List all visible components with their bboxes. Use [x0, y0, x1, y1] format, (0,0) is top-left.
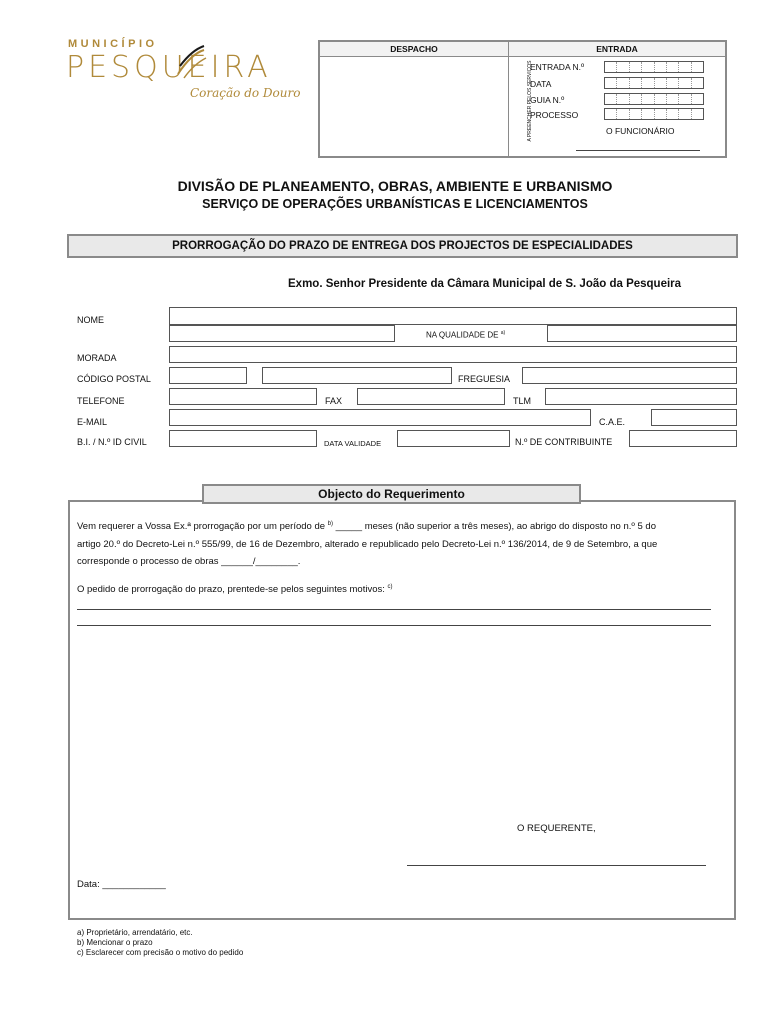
morada-label: MORADA: [77, 353, 117, 363]
qualidade-footnote: a): [500, 330, 506, 336]
bi-field[interactable]: [169, 430, 317, 447]
entrada-number-field[interactable]: [604, 61, 704, 73]
email-label: E-MAIL: [77, 417, 108, 427]
contribuinte-label: N.º DE CONTRIBUINTE: [515, 437, 613, 447]
qualidade-text: NA QUALIDADE DE: [426, 330, 499, 340]
footnote-c: c) Esclarecer com precisão o motivo do pedido: [77, 948, 244, 957]
despacho-header: DESPACHO: [320, 42, 509, 57]
addressee: Exmo. Senhor Presidente da Câmara Municipal de S. João da Pesqueira: [288, 278, 682, 290]
nome-second-field[interactable]: [169, 325, 395, 342]
motivos-line-1[interactable]: [77, 609, 711, 610]
guia-field[interactable]: [604, 93, 704, 105]
tlm-field[interactable]: [545, 388, 737, 405]
objecto-line-1: [77, 521, 656, 532]
freguesia-label: FREGUESIA: [458, 374, 511, 384]
codigo-postal-field-2[interactable]: [262, 367, 452, 384]
motivos-line-2[interactable]: [77, 625, 711, 626]
processo-label: PROCESSO: [530, 110, 579, 120]
funcionario-label: O FUNCIONÁRIO: [606, 126, 675, 136]
logo-tagline: Coração do Douro: [190, 86, 301, 100]
objecto-line-2: artigo 20.º do Decreto-Lei n.º 555/99, de 16 de Dezembro, alterado e republicado pelo Decreto-Lei n.º 136/2014, de 9 de Setembro, a que: [77, 539, 658, 550]
logo-main-word: PESQUEIRA: [66, 50, 272, 85]
cae-field[interactable]: [651, 409, 737, 426]
data-label: DATA: [530, 79, 552, 89]
form-title-bar: PRORROGAÇÃO DO PRAZO DE ENTREGA DOS PROJECTOS DE ESPECIALIDADES: [67, 234, 738, 258]
processo-field[interactable]: [604, 108, 704, 120]
data-validade-field[interactable]: [397, 430, 510, 447]
telefone-field[interactable]: [169, 388, 317, 405]
telefone-label: TELEFONE: [77, 396, 125, 406]
data-field[interactable]: [604, 77, 704, 89]
guia-label: GUIA N.º: [530, 95, 565, 105]
logo-emblem-icon: [174, 44, 208, 84]
data-validade-label: DATA VALIDADE: [324, 439, 382, 448]
objecto-line-3: corresponde o processo de obras ______/________.: [77, 556, 301, 567]
footnote-a: a) Proprietário, arrendatário, etc.: [77, 928, 193, 937]
requerente-signature-line[interactable]: [407, 865, 706, 866]
morada-field[interactable]: [169, 346, 737, 363]
data-signature: Data: ____________: [77, 879, 166, 890]
division-subtitle: SERVIÇO DE OPERAÇÕES URBANÍSTICAS E LICENCIAMENTOS: [202, 197, 588, 211]
objecto-line-1-b: _____ meses (não superior a três meses), ao abrigo do disposto no n.º 5 do: [335, 521, 656, 533]
funcionario-signature-line[interactable]: [576, 150, 700, 151]
nome-field[interactable]: [169, 307, 737, 325]
services-header-box: [318, 40, 727, 158]
objecto-line-1-note: b): [327, 521, 334, 527]
contribuinte-field[interactable]: [629, 430, 737, 447]
tlm-label: TLM: [513, 396, 531, 406]
services-vertical-label: A PREENCHER PELOS SERVIÇOS: [527, 60, 533, 142]
qualidade-field[interactable]: [547, 325, 737, 342]
motivos-text: O pedido de prorrogação do prazo, prentede-se pelos seguintes motivos:: [77, 584, 385, 596]
motivos-line: [77, 584, 393, 595]
footnote-b: b) Mencionar o prazo: [77, 938, 153, 947]
motivos-note: c): [387, 584, 393, 590]
entrada-header: ENTRADA: [509, 42, 725, 57]
fax-label: FAX: [325, 396, 343, 406]
logo-top-word: MUNICÍPIO: [68, 38, 158, 50]
freguesia-field[interactable]: [522, 367, 737, 384]
qualidade-label: [426, 330, 505, 340]
fax-field[interactable]: [357, 388, 505, 405]
despacho-area[interactable]: [320, 57, 509, 156]
codigo-postal-field-1[interactable]: [169, 367, 247, 384]
objecto-line-1-a: Vem requerer a Vossa Ex.ª prorrogação por um período de: [77, 521, 326, 533]
objecto-title-bar: Objecto do Requerimento: [202, 484, 581, 504]
bi-label: B.I. / N.º ID CIVIL: [77, 437, 147, 447]
cae-label: C.A.E.: [599, 417, 626, 427]
nome-label: NOME: [77, 315, 104, 325]
email-field[interactable]: [169, 409, 591, 426]
codigo-postal-label: CÓDIGO POSTAL: [77, 374, 151, 384]
entrada-number-label: ENTRADA N.º: [530, 62, 585, 72]
division-title: DIVISÃO DE PLANEAMENTO, OBRAS, AMBIENTE E URBANISMO: [177, 178, 613, 194]
municipality-logo: [62, 36, 302, 106]
requerente-label: O REQUERENTE,: [517, 823, 596, 834]
